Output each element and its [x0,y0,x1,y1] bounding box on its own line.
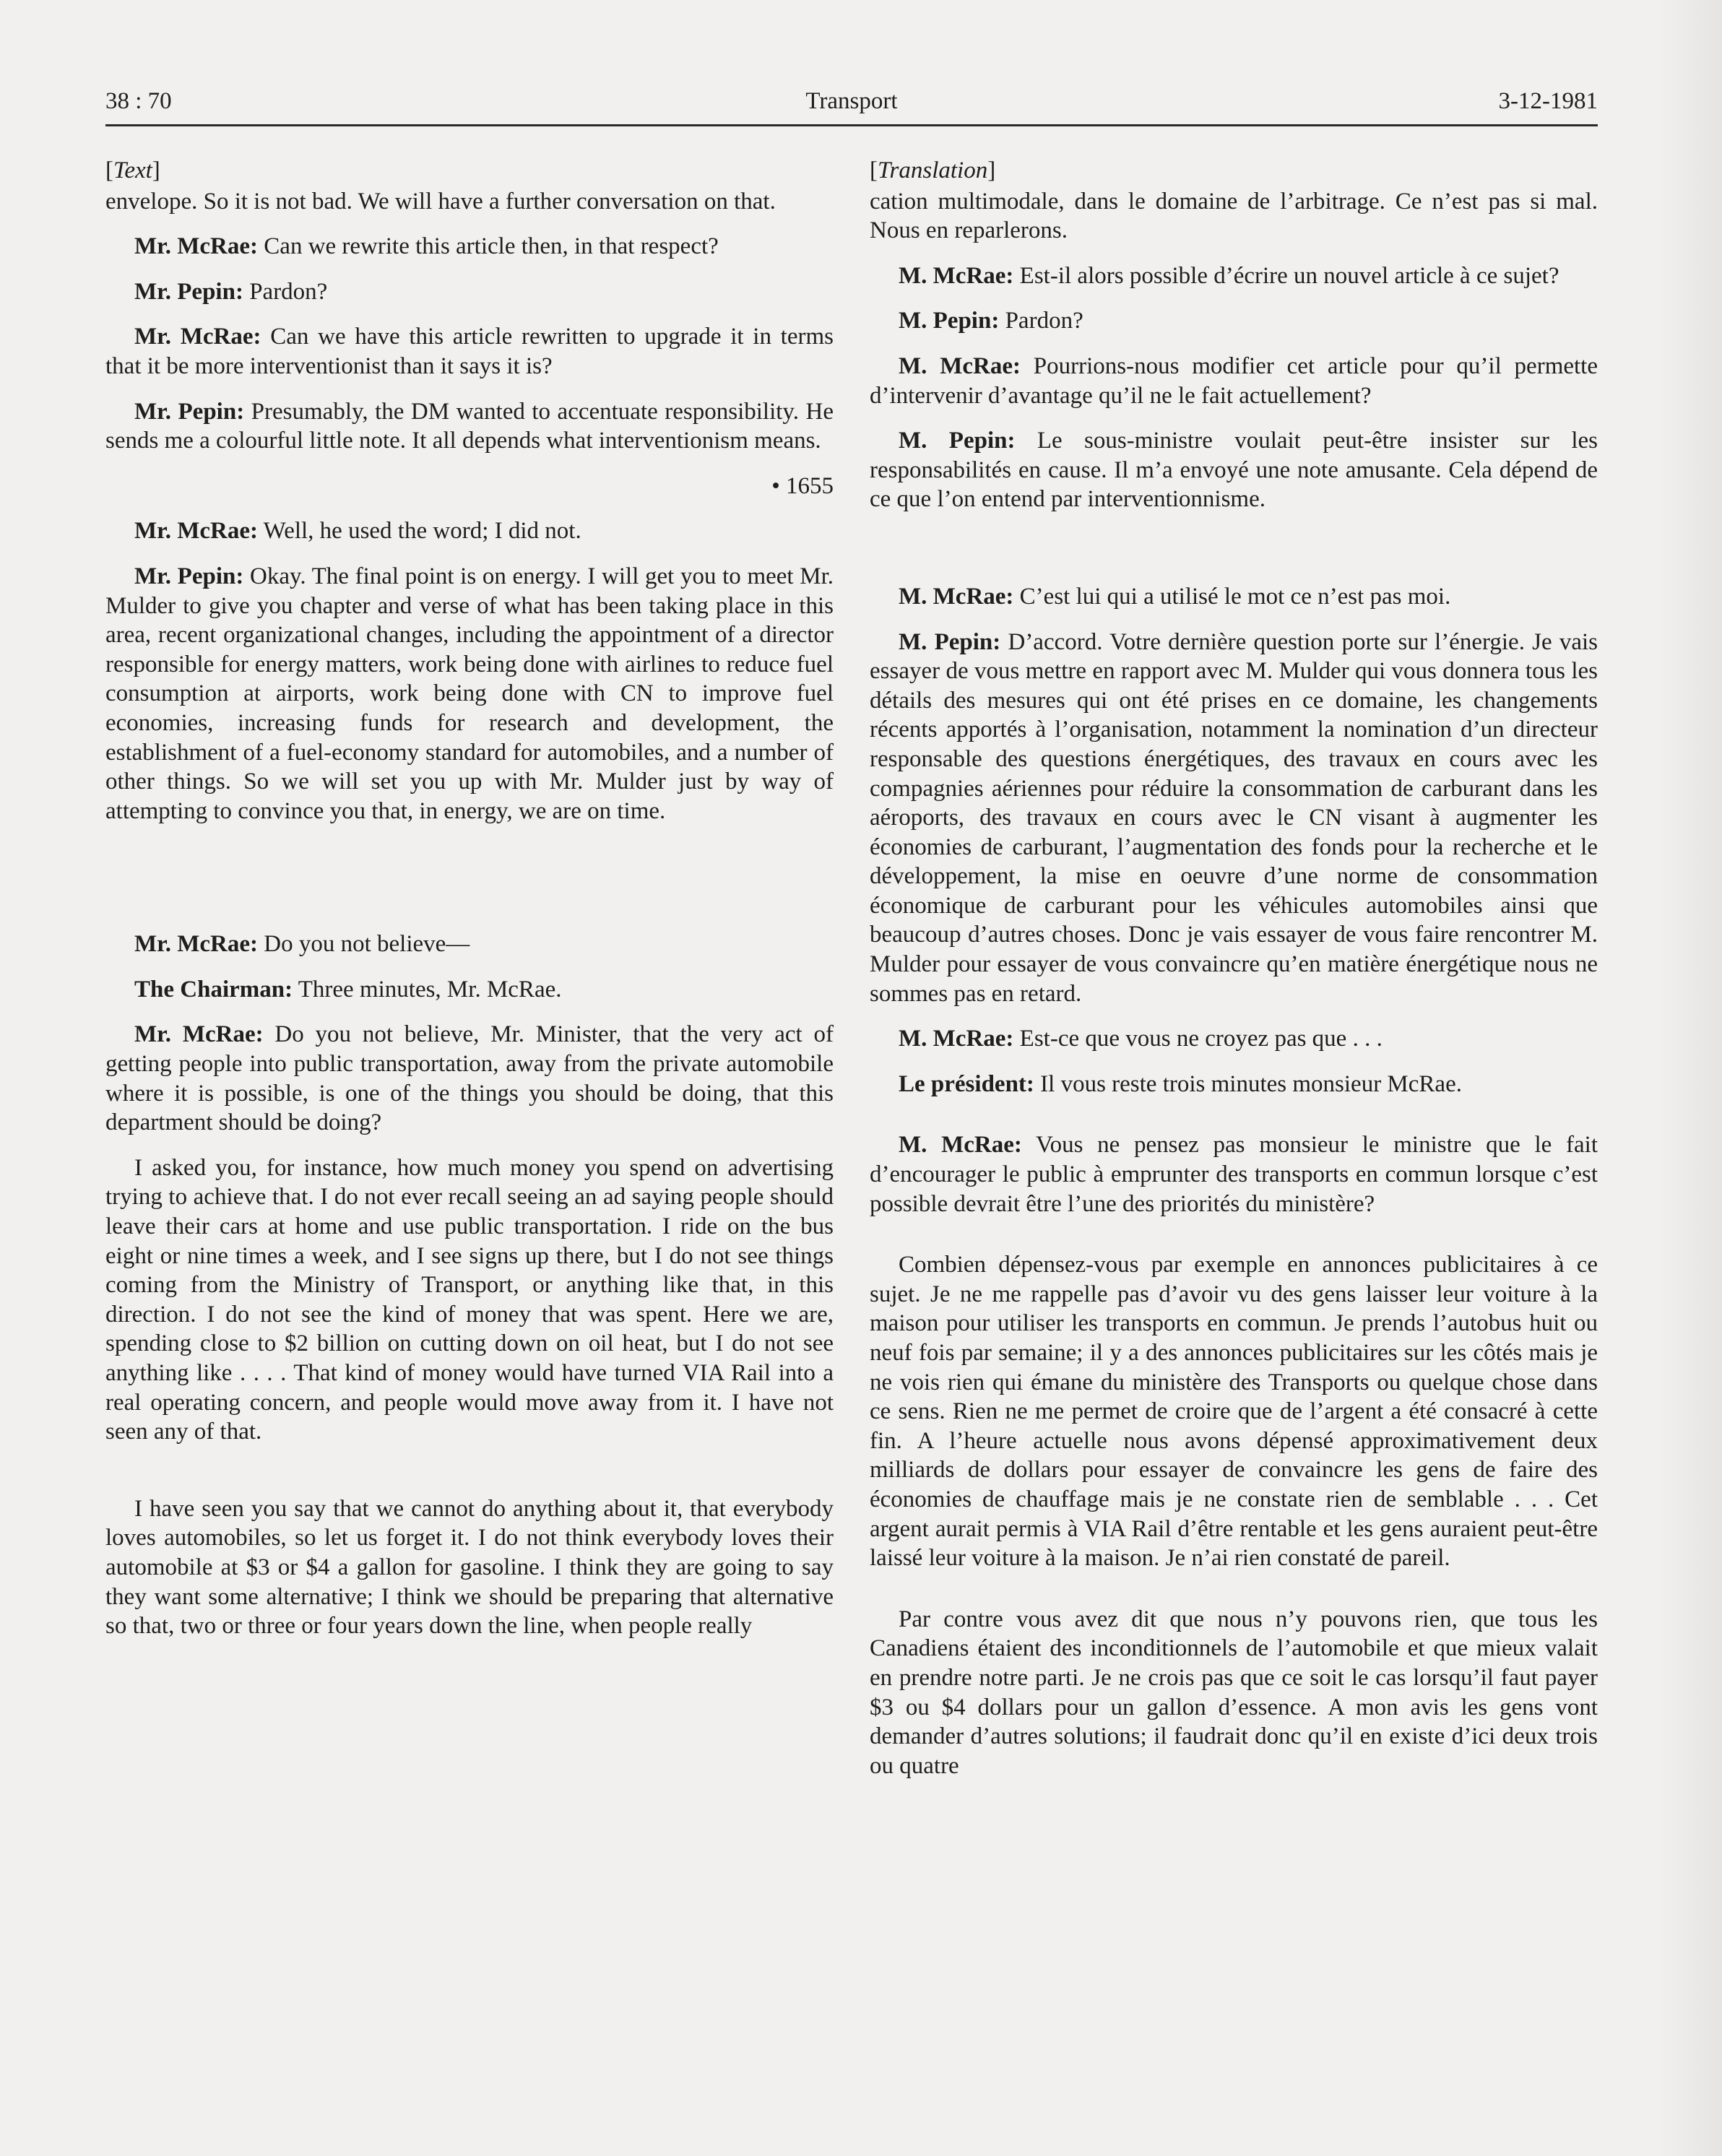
speaker-name: Mr. McRae: [134,1021,264,1048]
speech-turn: M. Pepin: Le sous-ministre voulait peut-être insister sur les responsabilités en cause. Il m’a envoyé une note amusante. Cela dépend de ce que l’on entend par interventionnisme. [870,428,1598,513]
speech-turn: M. McRae: Pourrions-nous modifier cet article pour qu’il permette d’intervenir d’avantage qu’il ne le fait actuellement? [870,352,1598,409]
speech-turn: M. Pepin: Pardon? [899,308,1083,334]
translation-label: [Translation] [870,157,996,183]
french-column [870,156,1598,1796]
header-date: 3-12-1981 [1498,88,1598,114]
speech-turn: Mr. McRae: Well, he used the word; I did not. [134,518,581,545]
speaker-name: Mr. Pepin: [134,278,243,305]
paragraph: cation multimodale, dans le domaine de l’arbitrage. Ce n’est pas si mal. Nous en reparlerons. [870,188,1598,244]
speech-turn: Mr. Pepin: Okay. The final point is on energy. I will get you to meet Mr. Mulder to give you chapter and verse of what has been taking place in this area, recent organizational changes, including the appointment of a director responsible for energy matters, work being done with airlines to reduce fuel consumption at airports, work being done with CN to improve fuel economies, increasing funds for research and development, the establishment of a fuel-economy standard for automobiles, and a number of other things. So we will set you up with Mr. Mulder just by way of attempting to convince you that, in energy, we are on time. [105,563,834,824]
page-number: 38 : 70 [105,88,172,114]
speaker-name: M. McRae: [899,352,1021,379]
speech-turn: M. McRae: C’est lui qui a utilisé le mot ce n’est pas moi. [899,583,1451,610]
speaker-name: Mr. Pepin: [134,563,244,589]
header-title: Transport [805,88,898,114]
time-marker: • 1655 [771,472,834,499]
speaker-name: M. McRae: [899,583,1014,610]
text-label: [Text] [105,157,160,183]
speech-turn: Mr. McRae: Do you not believe— [134,931,470,958]
speaker-name: The Chairman: [134,976,293,1003]
speech-turn: M. McRae: Est-ce que vous ne croyez pas que . . . [899,1026,1383,1052]
speaker-name: M. Pepin: [899,628,1001,655]
page-edge-shadow [1657,0,1722,2156]
english-column [105,156,834,1657]
speech-turn: Mr. McRae: Can we rewrite this article then, in that respect? [134,233,719,260]
speaker-name: Mr. McRae: [134,518,259,545]
speaker-name: Mr. Pepin: [134,398,245,425]
speech-turn: M. Pepin: D’accord. Votre dernière question porte sur l’énergie. Je vais essayer de vous mettre en rapport avec M. Mulder qui vous donnera tous les détails des mesures qui ont été prises en ce domaine, les changements récents apportés à l’organisation, notamment la nomination d’un directeur responsable des questions énergétiques, des travaux en cours avec les compagnies aériennes pour réduire la consommation de carburant dans les aéroports, des travaux en cours avec le CN visant à augmenter les économies de carburant, l’augmentation des fonds pour la recherche et le développement, la mise en oeuvre d’une norme de consommation économique de carburant pour les véhicules automobiles ainsi que beaucoup d’autres choses. Donc je vais essayer de vous faire rencontrer M. Mulder pour essayer de vous convaincre qu’en matière énergétique nous ne sommes pas en retard. [870,628,1598,1007]
speaker-name: M. McRae: [899,1132,1022,1159]
speaker-name: M. McRae: [899,262,1014,289]
speech-turn: M. McRae: Vous ne pensez pas monsieur le ministre que le fait d’encourager le public à emprunter des transports en commun lorsque c’est possible devrait être l’une des priorités du ministère? [870,1132,1598,1217]
speech-turn: The Chairman: Three minutes, Mr. McRae. [134,976,562,1003]
speech-turn: Le président: Il vous reste trois minutes monsieur McRae. [899,1070,1462,1097]
speaker-name: Mr. McRae: [134,233,259,260]
speaker-name: Mr. McRae: [134,931,259,958]
paragraph: Par contre vous avez dit que nous n’y pouvons rien, que tous les Canadiens étaient des inconditionnels de l’automobile et que mieux valait en prendre notre parti. Je ne crois pas que ce soit le cas lorsqu’il faut payer $3 ou $4 dollars pour un gallon d’essence. A mon avis les gens vont demander d’autres solutions; il faudrait donc qu’il en existe d’ici deux trois ou quatre [870,1606,1598,1779]
speech-turn: Mr. Pepin: Presumably, the DM wanted to accentuate responsibility. He sends me a colourful little note. It all depends what interventionism means. [105,398,834,454]
speech-turn: Mr. Pepin: Pardon? [134,278,328,305]
paragraph: envelope. So it is not bad. We will have a further conversation on that. [105,188,776,215]
speech-turn: Mr. McRae: Can we have this article rewritten to upgrade it in terms that it be more interventionist than it says it is? [105,324,834,379]
speaker-name: M. Pepin: [899,308,1000,334]
speaker-name: Mr. McRae: [134,324,261,350]
speaker-name: M. McRae: [899,1026,1014,1052]
paragraph: I asked you, for instance, how much money you spend on advertising trying to achieve that. I do not ever recall seeing an ad saying people should leave their cars at home and use public transportation. I ride on the bus eight or nine times a week, and I see signs up there, but I do not see things coming from the Ministry of Transport, or anything like that, in this direction. I do not see the kind of money that was spent. Here we are, spending close to $2 billion on cutting down on oil heat, but I do not see anything like . . . . That kind of money would have turned VIA Rail into a real operating concern, and people would move away from it. I have not seen any of that. [105,1154,834,1445]
speech-turn: M. McRae: Est-il alors possible d’écrire un nouvel article à ce sujet? [899,262,1559,289]
speech-turn: Mr. McRae: Do you not believe, Mr. Minister, that the very act of getting people into public transportation, away from the private automobile where it is possible, is one of the things you should be doing, that this department should be doing? [105,1021,834,1136]
paragraph: Combien dépensez-vous par exemple en annonces publicitaires à ce sujet. Je ne me rappelle pas d’avoir vu des gens laisser leur voiture à la maison pour utiliser les transports en commun. Je prends l’autobus huit ou neuf fois par semaine; il y a des annonces publicitaires sur les côtés mais je ne vois rien qui émane du ministère des Transports ou quelque chose dans ce sens. Rien ne me permet de croire que de l’argent a été consacré à cette fin. A l’heure actuelle nous avons dépensé approximativement deux milliards de dollars pour essayer de convaincre les gens de faire des économies de chauffage mais je ne constate rien de semblable . . . Cet argent aurait permis à VIA Rail d’être rentable et les gens auraient peut-être laissé leur voiture à la maison. Je n’ai rien constaté de pareil. [870,1252,1598,1572]
running-header [105,85,1598,126]
speaker-name: M. Pepin: [899,428,1016,454]
speaker-name: Le président: [899,1070,1034,1097]
paragraph: I have seen you say that we cannot do anything about it, that everybody loves automobiles, so let us forget it. I do not think everybody loves their automobile at $3 or $4 a gallon for gasoline. I think they are going to say they want some alternative; I think we should be preparing that alternative so that, two or three or four years down the line, when people really [105,1495,834,1640]
